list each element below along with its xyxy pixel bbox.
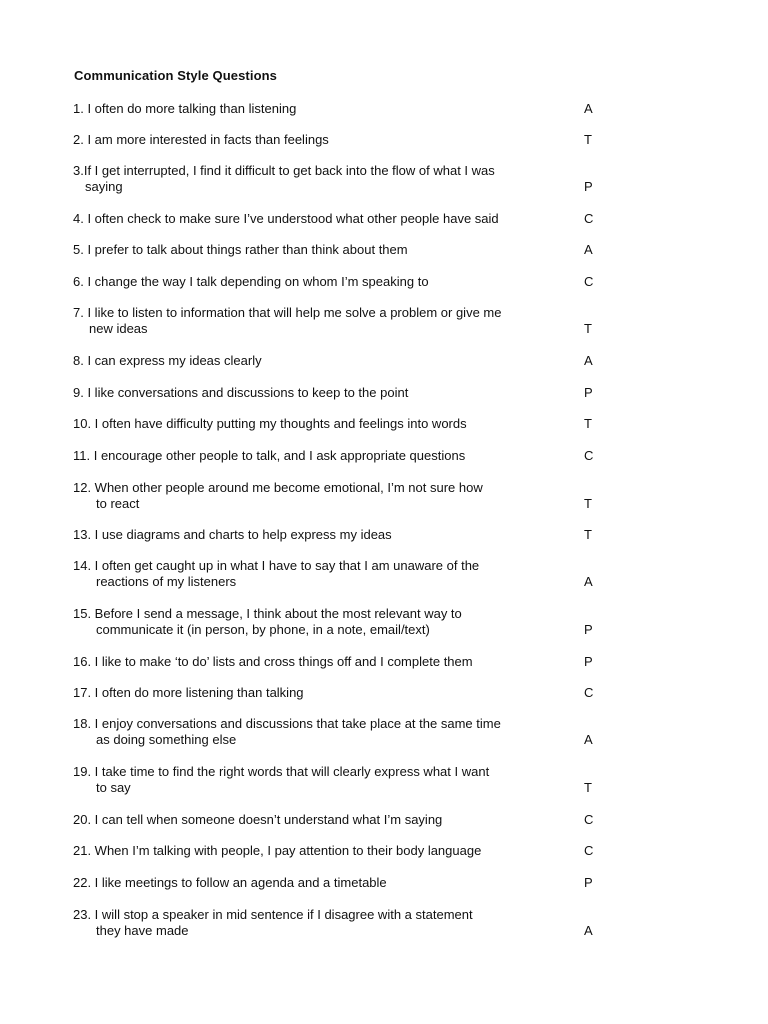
style-code: P	[584, 179, 593, 194]
question-text	[73, 416, 553, 432]
style-code: P	[584, 654, 593, 669]
question-line: 19. I take time to find the right words that will clearly express what I want	[73, 764, 490, 779]
question-text	[73, 558, 553, 590]
question-line: 17. I often do more listening than talking	[73, 685, 304, 700]
question-line: 14. I often get caught up in what I have to say that I am unaware of the	[73, 558, 480, 573]
question-text	[73, 163, 553, 195]
style-code: A	[584, 353, 593, 368]
style-code: T	[584, 132, 592, 147]
question-text	[73, 480, 553, 512]
question-text	[73, 101, 553, 117]
question-text	[73, 242, 553, 258]
question-line: 6. I change the way I talk depending on whom I’m speaking to	[73, 274, 429, 289]
style-code: C	[584, 685, 594, 700]
question-text	[73, 843, 553, 859]
question-line: 11. I encourage other people to talk, and I ask appropriate questions	[73, 448, 466, 463]
style-code: C	[584, 274, 594, 289]
question-text	[73, 812, 553, 828]
style-code: A	[584, 242, 593, 257]
question-text	[73, 764, 553, 796]
question-text	[73, 448, 553, 464]
style-code: C	[584, 843, 594, 858]
style-code: A	[584, 732, 593, 747]
question-line: 7. I like to listen to information that will help me solve a problem or give me	[73, 305, 502, 320]
style-code: T	[584, 780, 592, 795]
style-code: C	[584, 812, 594, 827]
question-text	[73, 606, 553, 638]
question-line: 20. I can tell when someone doesn’t understand what I’m saying	[73, 812, 443, 827]
question-line: 2. I am more interested in facts than feelings	[73, 132, 329, 147]
style-code: T	[584, 321, 592, 336]
question-text	[73, 274, 553, 290]
style-code: A	[584, 101, 593, 116]
question-line: 1. I often do more talking than listening	[73, 101, 297, 116]
question-line: 5. I prefer to talk about things rather than think about them	[73, 242, 408, 257]
style-code: P	[584, 385, 593, 400]
question-continuation-line: saying	[85, 179, 123, 194]
question-text	[73, 132, 553, 148]
question-continuation-line: to say	[96, 780, 131, 795]
question-text	[73, 353, 553, 369]
style-code: C	[584, 211, 594, 226]
style-code: C	[584, 448, 594, 463]
question-line: 13. I use diagrams and charts to help express my ideas	[73, 527, 392, 542]
style-code: T	[584, 416, 592, 431]
style-code: A	[584, 923, 593, 938]
question-line: 9. I like conversations and discussions to keep to the point	[73, 385, 409, 400]
question-text	[73, 907, 553, 939]
page-title: Communication Style Questions	[74, 68, 277, 83]
question-line: 21. When I’m talking with people, I pay attention to their body language	[73, 843, 482, 858]
question-continuation-line: as doing something else	[96, 732, 237, 747]
question-text	[73, 527, 553, 543]
question-line: 3.If I get interrupted, I find it difficult to get back into the flow of what I was	[73, 163, 495, 178]
question-line: 23. I will stop a speaker in mid sentence if I disagree with a statement	[73, 907, 473, 922]
question-line: 8. I can express my ideas clearly	[73, 353, 262, 368]
question-continuation-line: to react	[96, 496, 140, 511]
question-line: 18. I enjoy conversations and discussions that take place at the same time	[73, 716, 501, 731]
style-code: T	[584, 527, 592, 542]
question-text	[73, 875, 553, 891]
question-text	[73, 685, 553, 701]
style-code: P	[584, 622, 593, 637]
style-code: T	[584, 496, 592, 511]
question-continuation-line: new ideas	[89, 321, 148, 336]
style-code: P	[584, 875, 593, 890]
style-code: A	[584, 574, 593, 589]
question-line: 12. When other people around me become emotional, I’m not sure how	[73, 480, 483, 495]
question-text	[73, 654, 553, 670]
question-continuation-line: reactions of my listeners	[96, 574, 237, 589]
question-line: 4. I often check to make sure I’ve understood what other people have said	[73, 211, 499, 226]
question-continuation-line: communicate it (in person, by phone, in a note, email/text)	[96, 622, 430, 637]
question-line: 10. I often have difficulty putting my thoughts and feelings into words	[73, 416, 467, 431]
question-line: 15. Before I send a message, I think about the most relevant way to	[73, 606, 462, 621]
question-line: 16. I like to make ‘to do’ lists and cross things off and I complete them	[73, 654, 473, 669]
question-text	[73, 305, 553, 337]
question-text	[73, 385, 553, 401]
question-continuation-line: they have made	[96, 923, 189, 938]
question-line: 22. I like meetings to follow an agenda and a timetable	[73, 875, 387, 890]
question-text	[73, 716, 553, 748]
question-text	[73, 211, 553, 227]
